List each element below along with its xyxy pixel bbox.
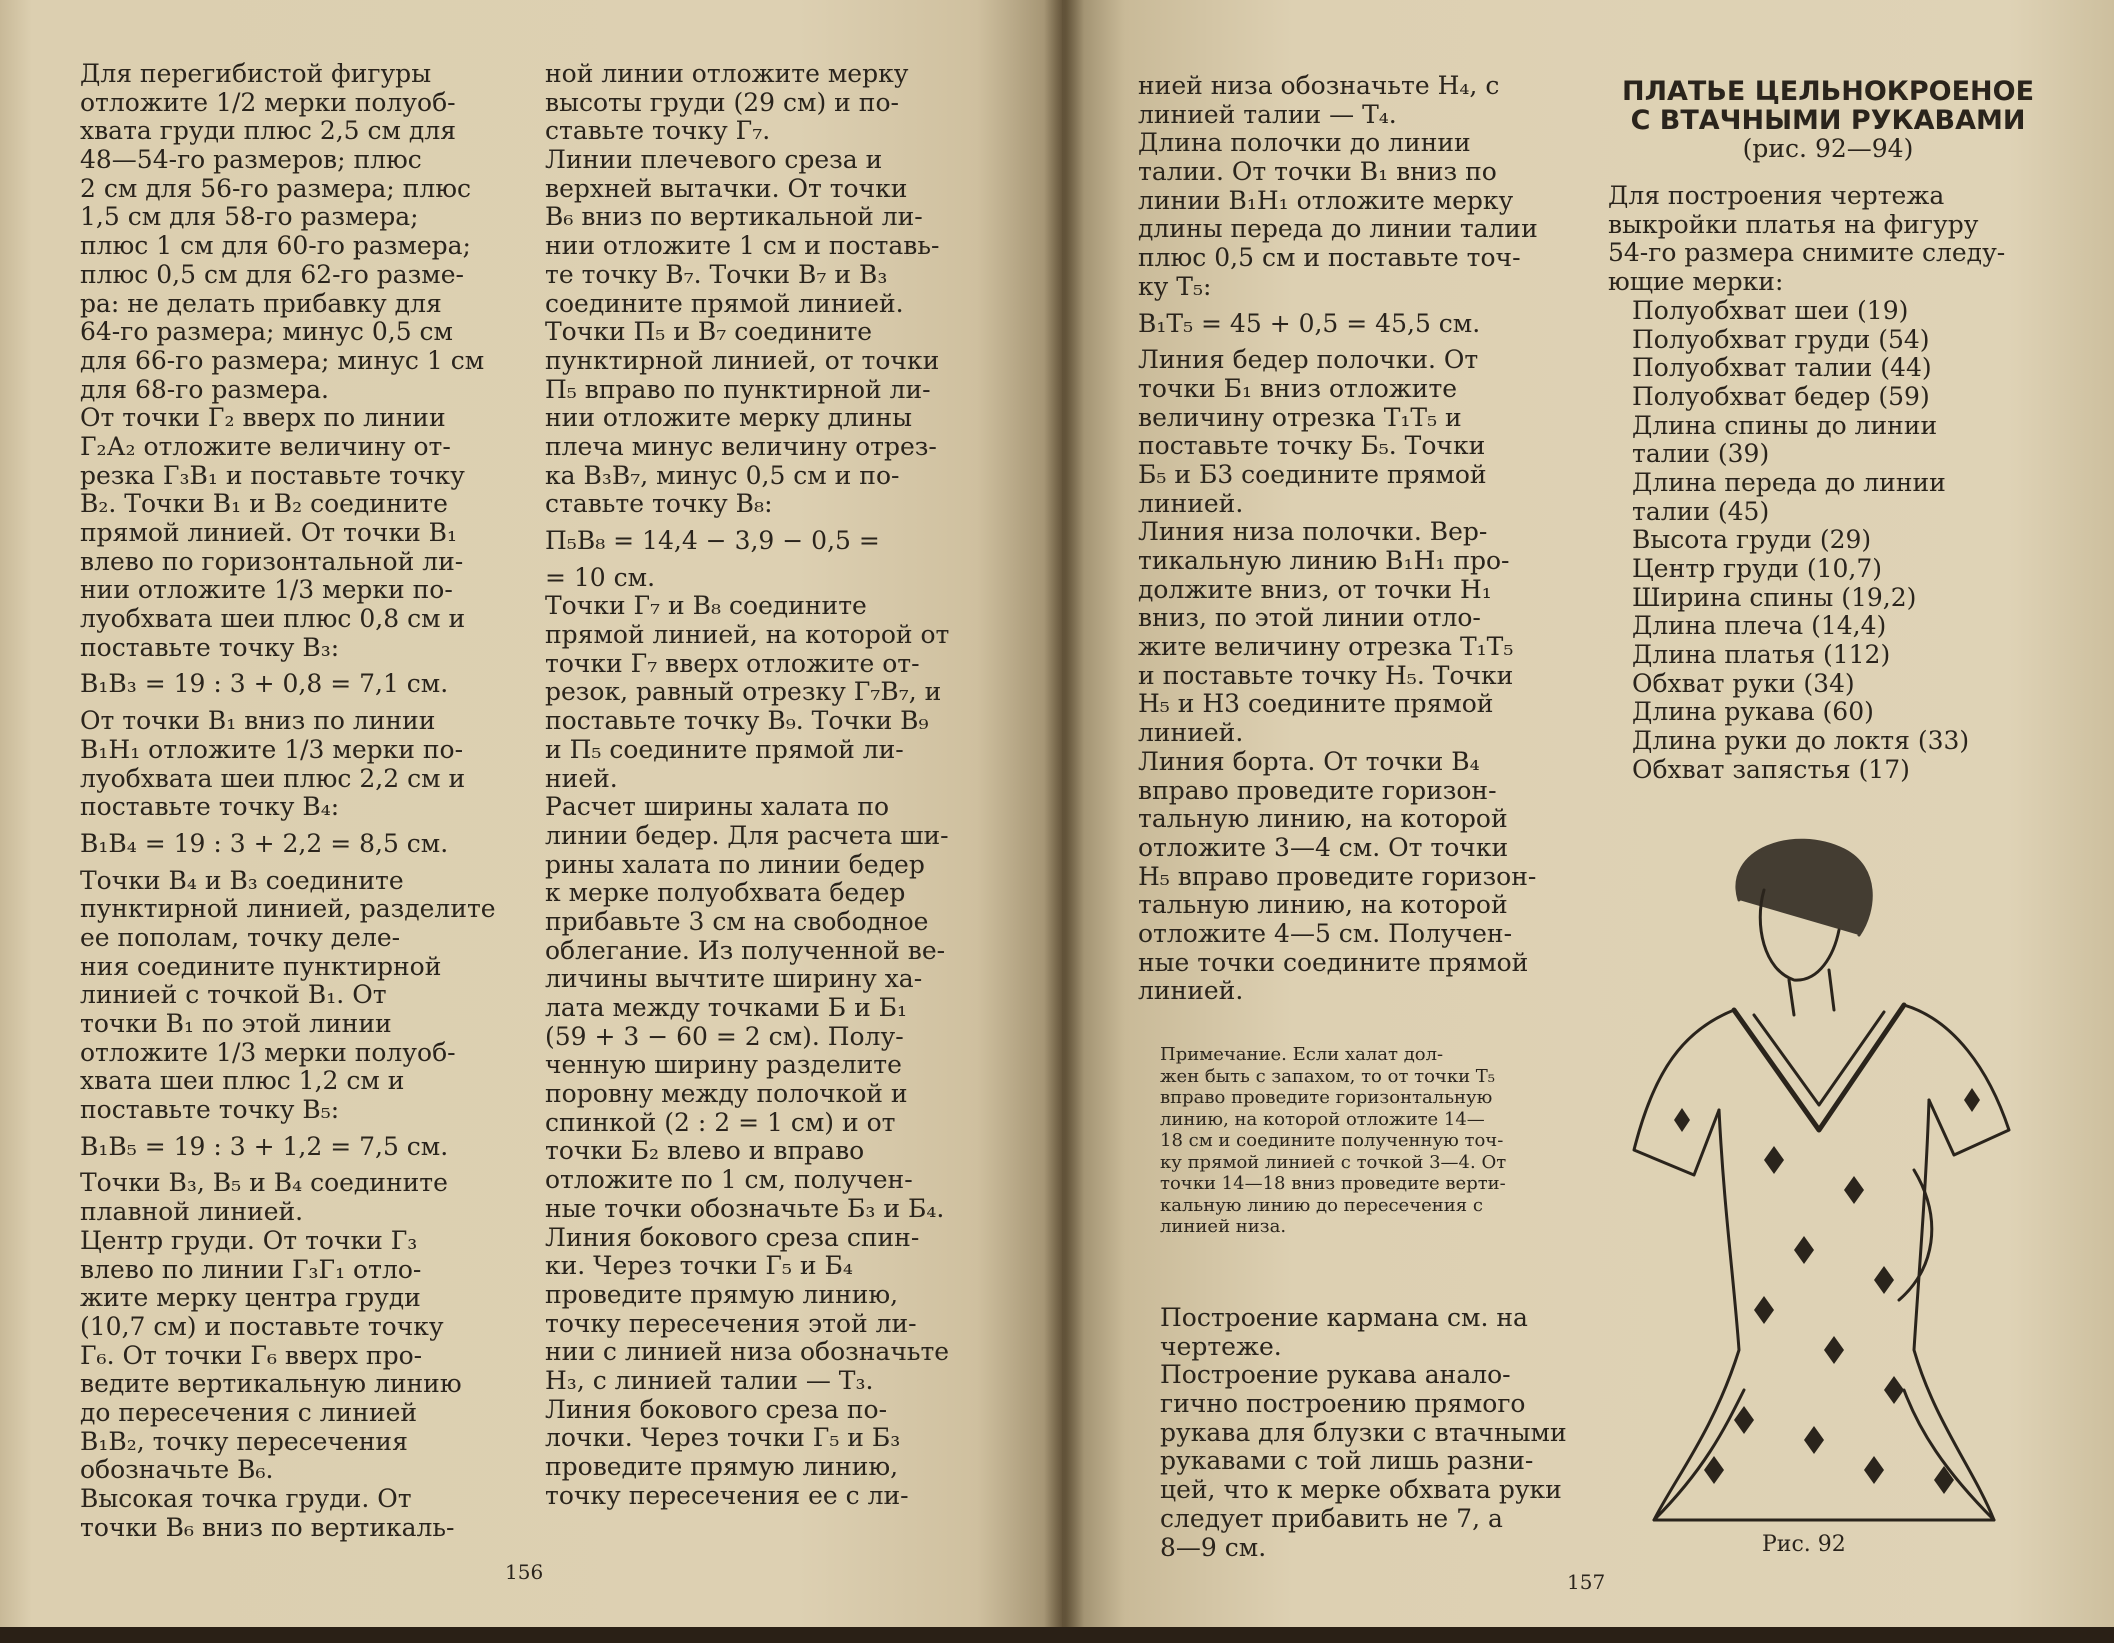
text-line: чертеже. xyxy=(1160,1331,1282,1361)
note-line: линией низа. xyxy=(1160,1216,1287,1237)
text-line: для 68-го размера. xyxy=(80,374,329,404)
text-line: нии отложите 1 см и поставь- xyxy=(545,231,940,261)
text-line: Для перегибистой фигуры xyxy=(80,59,432,88)
text-line: гично построению прямого xyxy=(1160,1389,1526,1419)
text-line: следует прибавить не 7, а xyxy=(1160,1503,1503,1533)
text-line: резка Г₃В₁ и поставьте точку xyxy=(80,460,465,490)
text-line: должите вниз, от точки Н₁ xyxy=(1138,574,1492,604)
text-line: точки В₁ по этой линии xyxy=(80,1009,392,1038)
text-line: ные точки соедините прямой xyxy=(1138,947,1529,977)
text-line: личины вычтите ширину ха- xyxy=(545,964,923,994)
measurement-item: Полуобхват талии (44) xyxy=(1632,353,1932,383)
text-line: Линия бокового среза спин- xyxy=(545,1222,920,1252)
intro-line: ющие мерки: xyxy=(1608,267,1784,297)
text-line: (10,7 см) и поставьте точку xyxy=(80,1311,444,1341)
text-line: От точки В₁ вниз по линии xyxy=(80,706,436,736)
text-line: Центр груди. От точки Г₃ xyxy=(80,1225,418,1255)
text-line: лата между точками Б и Б₁ xyxy=(545,993,908,1022)
text-line: и П₅ соедините прямой ли- xyxy=(545,734,904,764)
text-line: высоты груди (29 см) и по- xyxy=(545,87,899,117)
section-heading-line-2: С ВТАЧНЫМИ РУКАВАМИ xyxy=(1630,104,2026,136)
text-line: В₁Т₅ = 45 + 0,5 = 45,5 см. xyxy=(1138,308,1481,338)
text-line: В₁В₅ = 19 : 3 + 1,2 = 7,5 см. xyxy=(80,1131,449,1161)
text-line: отложите 1/2 мерки полуоб- xyxy=(80,87,456,117)
text-line: ра: не делать прибавку для xyxy=(80,288,442,318)
text-line: ченную ширину разделите xyxy=(545,1050,902,1080)
text-line: Высокая точка груди. От xyxy=(80,1484,412,1513)
left-page-column-1 xyxy=(80,60,520,1542)
text-line: верхней вытачки. От точки xyxy=(545,173,908,203)
measurement-item: талии (39) xyxy=(1632,439,1770,469)
text-line: те точку В₇. Точки В₇ и В₃ xyxy=(545,259,888,289)
text-line: обозначьте В₆. xyxy=(80,1455,274,1485)
text-line: Точки П₅ и В₇ соедините xyxy=(545,317,873,347)
measurement-item: Высота груди (29) xyxy=(1632,525,1872,555)
text-line: нии с линией низа обозначьте xyxy=(545,1337,950,1367)
right-page-column-2 xyxy=(1608,78,2048,785)
text-line: 1,5 см для 58-го размера; xyxy=(80,202,419,232)
measurement-item: Длина руки до локтя (33) xyxy=(1632,726,1970,756)
text-line: для 66-го размера; минус 1 см xyxy=(80,345,485,375)
book-gutter xyxy=(1044,0,1084,1643)
measurement-item: Центр груди (10,7) xyxy=(1632,554,1883,583)
intro-line: 54-го размера снимите следу- xyxy=(1608,238,2006,268)
text-line: хвата шеи плюс 1,2 см и xyxy=(80,1066,405,1096)
measurement-item: талии (45) xyxy=(1632,496,1770,526)
text-line: плюс 0,5 см и поставьте точ- xyxy=(1138,243,1521,273)
text-line: соедините прямой линией. xyxy=(545,288,904,318)
text-line: линии бедер. Для расчета ши- xyxy=(545,820,949,850)
text-line: тальную линию, на которой xyxy=(1138,890,1508,920)
text-line: спинкой (2 : 2 = 1 см) и от xyxy=(545,1107,896,1137)
text-line: рины халата по линии бедер xyxy=(545,849,925,879)
text-line: В₁Н₁ отложите 1/3 мерки по- xyxy=(80,734,464,764)
measurement-item: Длина платья (112) xyxy=(1632,640,1891,670)
intro-text xyxy=(1608,182,2048,297)
text-line: В₁В₄ = 19 : 3 + 2,2 = 8,5 см. xyxy=(80,828,449,858)
text-line: до пересечения с линией xyxy=(80,1397,418,1427)
text-line: Г₆. От точки Г₆ вверх про- xyxy=(80,1340,423,1370)
note-line: ку прямой линией с точкой 3—4. От xyxy=(1160,1151,1507,1173)
note-line: кальную линию до пересечения с xyxy=(1160,1194,1483,1216)
text-line: рукава для блузки с втачными xyxy=(1160,1417,1567,1447)
measurement-item: Полуобхват шеи (19) xyxy=(1632,295,1909,325)
note-line: жен быть с запахом, то от точки Т₅ xyxy=(1160,1065,1496,1087)
text-line: тальную линию, на которой xyxy=(1138,804,1508,834)
text-line: жите мерку центра груди xyxy=(80,1283,421,1313)
text-line: линией. xyxy=(1138,976,1244,1006)
text-line: нией низа обозначьте Н₄, с xyxy=(1138,71,1500,100)
right-page-column-1 xyxy=(1138,72,1578,1006)
figure-caption: Рис. 92 xyxy=(1762,1532,1846,1557)
measurement-item: Полуобхват груди (54) xyxy=(1632,324,1930,354)
text-line: нией. xyxy=(545,763,618,793)
text-line: точки Г₇ вверх отложите от- xyxy=(545,648,920,678)
text-line: ной линии отложите мерку xyxy=(545,59,909,88)
text-line: лочки. Через точки Г₅ и Б₃ xyxy=(545,1423,901,1453)
text-line: От точки Г₂ вверх по линии xyxy=(80,403,446,433)
text-line: плавной линией. xyxy=(80,1197,304,1227)
text-line: Точки Г₇ и В₈ соедините xyxy=(545,591,867,621)
text-line: нии отложите 1/3 мерки по- xyxy=(80,575,453,605)
text-line: поставьте точку В₉. Точки В₉ xyxy=(545,706,929,736)
measurement-item: Обхват руки (34) xyxy=(1632,668,1855,698)
text-line: точку пересечения этой ли- xyxy=(545,1308,917,1338)
text-line: = 10 см. xyxy=(545,562,656,592)
text-line: 64-го размера; минус 0,5 см xyxy=(80,317,453,347)
text-line: облегание. Из полученной ве- xyxy=(545,935,946,965)
text-line: Линия бедер полочки. От xyxy=(1138,345,1479,375)
note-line: точки 14—18 вниз проведите верти- xyxy=(1160,1173,1506,1194)
text-line: луобхвата шеи плюс 0,8 см и xyxy=(80,604,466,634)
text-line: Линия низа полочки. Вер- xyxy=(1138,517,1488,547)
text-line: точки Б₂ влево и вправо xyxy=(545,1136,865,1166)
text-line: 48—54-го размеров; плюс xyxy=(80,145,422,175)
text-line: Расчет ширины халата по xyxy=(545,792,890,822)
text-line: Построение рукава анало- xyxy=(1160,1360,1511,1390)
text-line: рукавами с той лишь разни- xyxy=(1160,1446,1534,1476)
note-line: Примечание. Если халат дол- xyxy=(1160,1044,1444,1065)
text-line: величину отрезка Т₁Т₅ и xyxy=(1138,402,1462,432)
text-line: жите величину отрезка Т₁Т₅ xyxy=(1138,632,1514,662)
text-line: Б₅ и Б3 соедините прямой xyxy=(1138,459,1487,489)
text-line: (59 + 3 − 60 = 2 см). Полу- xyxy=(545,1021,904,1051)
note-block xyxy=(1160,1044,1580,1238)
text-line: луобхвата шеи плюс 2,2 см и xyxy=(80,763,466,793)
measurement-list xyxy=(1608,297,2048,785)
text-line: Длина полочки до линии xyxy=(1138,128,1471,158)
text-line: отложите по 1 см, получен- xyxy=(545,1165,913,1195)
left-page-column-2 xyxy=(545,60,985,1510)
text-line: нии отложите мерку длины xyxy=(545,403,913,433)
text-line: цей, что к мерке обхвата руки xyxy=(1160,1475,1562,1505)
intro-line: Для построения чертежа xyxy=(1608,181,1945,211)
note-line: вправо проведите горизонтальную xyxy=(1160,1087,1493,1108)
text-line: точки В₆ вниз по вертикаль- xyxy=(80,1512,455,1542)
measurement-item: Ширина спины (19,2) xyxy=(1632,582,1917,612)
text-line: влево по горизонтальной ли- xyxy=(80,546,464,576)
text-line: плеча минус величину отрез- xyxy=(545,431,937,461)
text-line: ставьте точку Г₇. xyxy=(545,116,771,146)
text-line: пунктирной линией, разделите xyxy=(80,894,496,924)
measurement-item: Длина плеча (14,4) xyxy=(1632,611,1887,641)
note-line: линию, на которой отложите 14— xyxy=(1160,1108,1485,1130)
text-line: вниз, по этой линии отло- xyxy=(1138,603,1481,633)
page-edge xyxy=(0,1627,2114,1643)
text-line: и поставьте точку Н₅. Точки xyxy=(1138,660,1514,690)
measurement-item: Длина переда до линии xyxy=(1632,467,1946,497)
text-line: поставьте точку В₃: xyxy=(80,632,340,662)
text-line: 2 см для 56-го размера; плюс xyxy=(80,173,471,203)
right-page-column-1-end xyxy=(1160,1304,1600,1562)
text-line: вправо проведите горизон- xyxy=(1138,775,1497,805)
text-line: линией талии — Т₄. xyxy=(1138,99,1397,129)
text-line: П₅В₈ = 14,4 − 3,9 − 0,5 = xyxy=(545,526,880,555)
text-line: В₆ вниз по вертикальной ли- xyxy=(545,202,923,232)
text-line: пунктирной линией, от точки xyxy=(545,345,940,375)
text-line: Линия борта. От точки В₄ xyxy=(1138,746,1480,776)
text-line: 8—9 см. xyxy=(1160,1532,1267,1562)
text-line: поровну между полочкой и xyxy=(545,1079,908,1109)
text-line: Линии плечевого среза и xyxy=(545,145,883,175)
text-line: П₅ вправо по пунктирной ли- xyxy=(545,374,931,404)
measurement-item: Полуобхват бедер (59) xyxy=(1632,381,1930,411)
text-line: влево по линии Г₃Г₁ отло- xyxy=(80,1254,422,1284)
text-line: Г₂А₂ отложите величину от- xyxy=(80,431,451,461)
text-line: плюс 0,5 см для 62-го разме- xyxy=(80,259,464,289)
text-line: линией. xyxy=(1138,488,1244,518)
text-line: прямой линией. От точки В₁ xyxy=(80,518,458,547)
text-line: отложите 4—5 см. Получен- xyxy=(1138,918,1513,948)
text-line: поставьте точку В₄: xyxy=(80,792,340,822)
text-line: резок, равный отрезку Г₇В₇, и xyxy=(545,677,942,707)
text-line: Н₃, с линией талии — Т₃. xyxy=(545,1365,874,1395)
page-number-left: 156 xyxy=(505,1560,544,1584)
text-line: В₁В₂, точку пересечения xyxy=(80,1426,408,1456)
text-line: В₁В₃ = 19 : 3 + 0,8 = 7,1 см. xyxy=(80,669,449,699)
text-line: линией с точкой В₁. От xyxy=(80,980,387,1010)
text-line: отложите 3—4 см. От точки xyxy=(1138,832,1509,862)
text-line: ки. Через точки Г₅ и Б₄ xyxy=(545,1251,853,1281)
measurement-item: Длина спины до линии xyxy=(1632,410,1938,440)
note-line: 18 см и соедините полученную точ- xyxy=(1160,1130,1504,1151)
text-line: прямой линией, на которой от xyxy=(545,620,950,650)
text-line: ставьте точку В₈: xyxy=(545,489,773,519)
text-line: ка В₃В₇, минус 0,5 см и по- xyxy=(545,460,900,490)
text-line: Линия бокового среза по- xyxy=(545,1394,888,1424)
text-line: проведите прямую линию, xyxy=(545,1452,899,1481)
text-line: линией. xyxy=(1138,718,1244,748)
text-line: хвата груди плюс 2,5 см для xyxy=(80,116,456,146)
text-line: ведите вертикальную линию xyxy=(80,1369,462,1399)
text-line: поставьте точку Б₅. Точки xyxy=(1138,431,1486,461)
text-line: проведите прямую линию, xyxy=(545,1279,899,1309)
text-line: точку пересечения ее с ли- xyxy=(545,1480,909,1510)
dress-illustration-icon xyxy=(1614,830,2034,1530)
page-number-right: 157 xyxy=(1567,1570,1606,1594)
text-line: поставьте точку В₅: xyxy=(80,1095,340,1125)
text-line: ния соедините пунктирной xyxy=(80,951,442,981)
text-line: ее пополам, точку деле- xyxy=(80,922,401,952)
text-line: Построение кармана см. на xyxy=(1160,1303,1528,1332)
text-line: плюс 1 см для 60-го размера; xyxy=(80,231,471,261)
text-line: к мерке полуобхвата бедер xyxy=(545,878,906,908)
text-line: точки Б₁ вниз отложите xyxy=(1138,373,1458,403)
text-line: линии В₁Н₁ отложите мерку xyxy=(1138,185,1514,215)
measurement-item: Длина рукава (60) xyxy=(1632,697,1874,727)
measurement-item: Обхват запястья (17) xyxy=(1632,754,1910,784)
text-line: Н₅ и Н3 соедините прямой xyxy=(1138,689,1494,719)
section-heading-line-1: ПЛАТЬЕ ЦЕЛЬНОКРОЕНОЕ xyxy=(1621,76,2035,107)
text-line: Н₅ вправо проведите горизон- xyxy=(1138,861,1537,891)
text-line: длины переда до линии талии xyxy=(1138,214,1538,244)
text-line: ку Т₅: xyxy=(1138,271,1212,301)
text-line: отложите 1/3 мерки полуоб- xyxy=(80,1037,456,1067)
text-line: тикальную линию В₁Н₁ про- xyxy=(1138,546,1510,575)
figure-reference: (рис. 92—94) xyxy=(1742,134,1914,164)
text-line: Точки В₄ и В₃ соедините xyxy=(80,865,404,895)
text-line: прибавьте 3 см на свободное xyxy=(545,906,929,936)
intro-line: выкройки платья на фигуру xyxy=(1608,209,1979,239)
text-line: Точки В₃, В₅ и В₄ соедините xyxy=(80,1168,448,1198)
text-line: ные точки обозначьте Б₃ и Б₄. xyxy=(545,1193,945,1223)
text-line: В₂. Точки В₁ и В₂ соедините xyxy=(80,489,448,519)
text-line: талии. От точки В₁ вниз по xyxy=(1138,157,1497,187)
